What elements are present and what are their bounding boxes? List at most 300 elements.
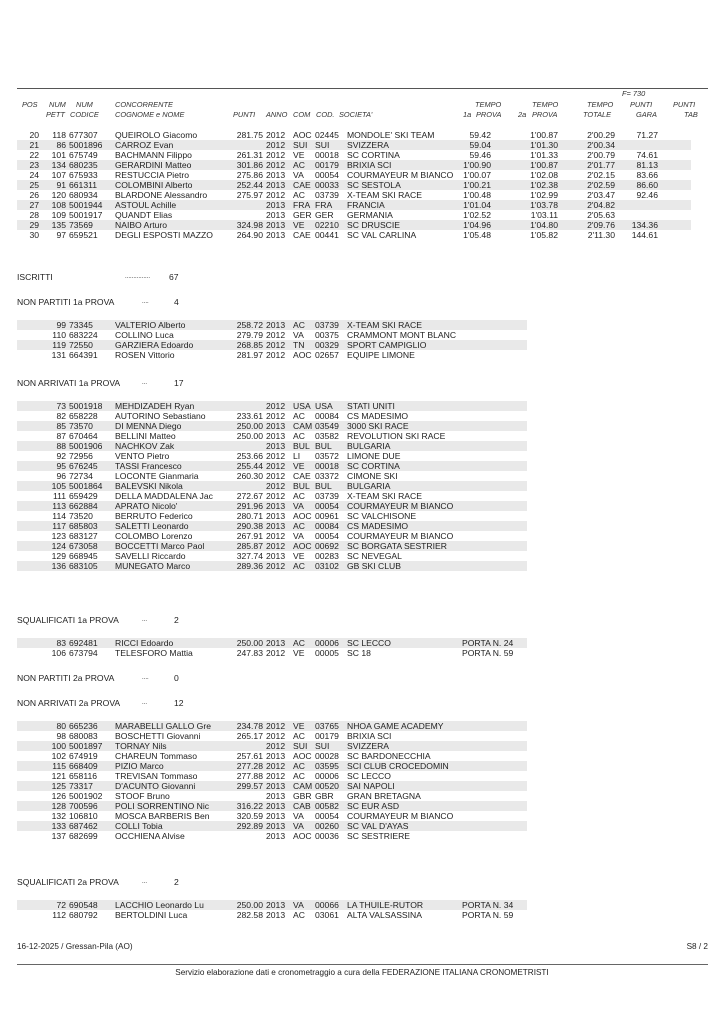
athlete-code: 680792 — [69, 910, 98, 920]
run1-time: 1'00.90 — [463, 160, 491, 170]
birth-year: 2013 — [266, 781, 286, 791]
birth-year: 2013 — [266, 220, 286, 230]
club-code: FRA — [315, 200, 333, 210]
birth-year: 2012 — [266, 401, 286, 411]
section-row — [17, 638, 527, 648]
bib-number: 123 — [51, 531, 66, 541]
athlete-name: PIZIO Marco — [115, 761, 164, 771]
athlete-code: 658116 — [69, 771, 98, 781]
athlete-code: 5001944 — [69, 200, 103, 210]
col-tempo-totale-bottom: TOTALE — [583, 110, 612, 119]
points: 275.97 — [236, 190, 263, 200]
section-row — [17, 731, 527, 741]
club-code: GBR — [315, 791, 334, 801]
points: 257.61 — [236, 751, 263, 761]
club-name: COURMAYEUR M BIANCO — [347, 170, 454, 180]
total-time: 2'09.76 — [587, 220, 615, 230]
col-tempo-totale-top: TEMPO — [587, 100, 614, 109]
birth-year: 2012 — [266, 190, 286, 200]
athlete-name: NACHKOV Zak — [115, 441, 175, 451]
bib-number: 80 — [56, 721, 66, 731]
club-code: 00441 — [315, 230, 339, 240]
club-code: 02210 — [315, 220, 339, 230]
club-name: SC VALCHISONE — [347, 511, 417, 521]
committee: BUL — [293, 441, 310, 451]
birth-year: 2012 — [266, 771, 286, 781]
birth-year: 2013 — [266, 501, 286, 511]
total-time: 2'04.82 — [587, 200, 615, 210]
committee: VA — [293, 531, 304, 541]
club-code: 00054 — [315, 501, 339, 511]
race-points: 134.36 — [631, 220, 658, 230]
athlete-code: 685803 — [69, 521, 98, 531]
section-label: NON ARRIVATI 1a PROVA — [17, 378, 121, 388]
total-time: 2'03.47 — [587, 190, 615, 200]
section-dots: ... — [142, 700, 148, 706]
section-row — [17, 511, 527, 521]
result-row — [17, 190, 691, 200]
section-row — [17, 330, 527, 340]
iscritti-label: ISCRITTI — [17, 272, 53, 282]
club-name: GRAN BRETAGNA — [347, 791, 421, 801]
athlete-name: DELLA MADDALENA Jac — [115, 491, 213, 501]
club-name: SPORT CAMPIGLIO — [347, 340, 427, 350]
race-points: 86.60 — [636, 180, 658, 190]
birth-year: 2012 — [266, 531, 286, 541]
points: 324.98 — [236, 220, 263, 230]
bib-number: 135 — [51, 220, 66, 230]
club-name: SC 18 — [347, 648, 371, 658]
club-code: 02657 — [315, 350, 339, 360]
club-code: 03102 — [315, 561, 339, 571]
bib-number: 136 — [51, 561, 66, 571]
bib-number: 82 — [56, 411, 66, 421]
birth-year: 2012 — [266, 491, 286, 501]
athlete-name: VENTO Pietro — [115, 451, 170, 461]
bib-number: 111 — [52, 491, 66, 501]
section-row — [17, 320, 527, 330]
bib-number: 91 — [56, 180, 66, 190]
committee: AC — [293, 910, 305, 920]
club-code: 00582 — [315, 801, 339, 811]
club-name: SC EUR ASD — [347, 801, 400, 811]
birth-year: 2012 — [266, 731, 286, 741]
points: 253.66 — [236, 451, 263, 461]
birth-year: 2013 — [266, 210, 286, 220]
bib-number: 97 — [56, 230, 66, 240]
athlete-code: 690548 — [69, 900, 98, 910]
club-code: 00084 — [315, 521, 339, 531]
athlete-name: APRATO Nicolo' — [115, 501, 178, 511]
club-code: 00520 — [315, 781, 339, 791]
athlete-code: 687462 — [69, 821, 98, 831]
club-name: SC BARDONECCHIA — [347, 751, 431, 761]
committee: CAM — [293, 781, 313, 791]
club-code: 00329 — [315, 340, 339, 350]
birth-year: 2012 — [266, 461, 286, 471]
bib-number: 119 — [52, 340, 66, 350]
club-name: GB SKI CLUB — [347, 561, 401, 571]
committee: VA — [293, 811, 304, 821]
col-tempo1-bottom: PROVA — [476, 110, 502, 119]
section-row — [17, 350, 527, 360]
bib-number: 72 — [56, 900, 66, 910]
col-punti-tab-top: PUNTI — [673, 100, 696, 109]
section-row — [17, 821, 527, 831]
col-punti-gara-bottom: GARA — [636, 110, 657, 119]
bib-number: 133 — [51, 821, 66, 831]
run2-time: 1'00.87 — [530, 130, 558, 140]
committee: FRA — [293, 200, 311, 210]
points: 250.00 — [236, 421, 263, 431]
athlete-code: 662884 — [69, 501, 98, 511]
club-code: 00054 — [315, 811, 339, 821]
athlete-code: 665236 — [69, 721, 98, 731]
club-name: MONDOLE' SKI TEAM — [347, 130, 435, 140]
club-code: 03572 — [315, 451, 339, 461]
run1-time: 1'05.48 — [463, 230, 491, 240]
bib-number: 105 — [51, 481, 66, 491]
section-row — [17, 471, 527, 481]
club-code: 00692 — [315, 541, 339, 551]
position: 30 — [29, 230, 39, 240]
run2-time: 1'05.82 — [530, 230, 558, 240]
committee: AC — [293, 521, 305, 531]
col-tempo1-pre: 1a — [463, 110, 472, 119]
club-code: 03739 — [315, 190, 339, 200]
club-name: SC BORGATA SESTRIER — [347, 541, 447, 551]
athlete-code: 661311 — [69, 180, 98, 190]
club-name: 3000 SKI RACE — [347, 421, 409, 431]
birth-year: 2012 — [266, 481, 286, 491]
athlete-name: TREVISAN Tommaso — [115, 771, 198, 781]
position: 26 — [29, 190, 39, 200]
section-row — [17, 801, 527, 811]
result-row — [17, 220, 691, 230]
birth-year: 2013 — [266, 831, 286, 841]
position: 27 — [29, 200, 39, 210]
athlete-name: OCCHIENA Alvise — [115, 831, 185, 841]
birth-year: 2012 — [266, 350, 286, 360]
birth-year: 2013 — [266, 230, 286, 240]
club-code: 03595 — [315, 761, 339, 771]
total-time: 2'02.59 — [587, 180, 615, 190]
run1-time: 59.42 — [469, 130, 491, 140]
run2-time: 1'02.99 — [530, 190, 558, 200]
club-name: SCI CLUB CROCEDOMIN — [347, 761, 449, 771]
athlete-code: 680934 — [69, 190, 98, 200]
athlete-code: 72956 — [69, 451, 93, 461]
athlete-name: CHAREUN Tommaso — [115, 751, 197, 761]
birth-year: 2013 — [266, 511, 286, 521]
run1-time: 59.04 — [469, 140, 491, 150]
birth-year: 2013 — [266, 441, 286, 451]
club-name: SVIZZERA — [347, 741, 390, 751]
bib-number: 131 — [51, 350, 66, 360]
athlete-code: 5001864 — [69, 481, 103, 491]
athlete-name: D'ACUNTO Giovanni — [115, 781, 196, 791]
bib-number: 100 — [51, 741, 66, 751]
result-row — [17, 130, 691, 140]
col-anno: ANNO — [266, 110, 288, 119]
total-time: 2'00.29 — [587, 130, 615, 140]
run2-time: 1'01.30 — [530, 140, 558, 150]
committee: AC — [293, 561, 305, 571]
bib-number: 98 — [56, 731, 66, 741]
bib-number: 101 — [51, 150, 66, 160]
athlete-name: RICCI Edoardo — [115, 638, 174, 648]
athlete-code: 680235 — [69, 160, 98, 170]
position: 23 — [29, 160, 39, 170]
footer-credit: Servizio elaborazione dati e cronometraggio a cura della FEDERAZIONE ITALIANA CRONOMETRISTI — [175, 968, 549, 977]
club-code: 00036 — [315, 831, 339, 841]
club-code: USA — [315, 401, 333, 411]
athlete-name: BERRUTO Federico — [115, 511, 193, 521]
committee: BUL — [293, 481, 310, 491]
club-name: FRANCIA — [347, 200, 385, 210]
club-code: 00961 — [315, 511, 339, 521]
bib-number: 128 — [51, 801, 66, 811]
committee: AC — [293, 491, 305, 501]
bib-number: 106 — [51, 648, 66, 658]
result-row — [17, 140, 691, 150]
section-row — [17, 521, 527, 531]
disqualification-note: PORTA N. 24 — [462, 638, 514, 648]
club-name: BRIXIA SCI — [347, 160, 392, 170]
race-points: 83.66 — [636, 170, 658, 180]
athlete-name: SALETTI Leonardo — [115, 521, 189, 531]
position: 20 — [29, 130, 39, 140]
committee: AC — [293, 411, 305, 421]
club-name: ALTA VALSASSINA — [347, 910, 422, 920]
club-name: LIMONE DUE — [347, 451, 401, 461]
club-name: SC SESTRIERE — [347, 831, 411, 841]
athlete-name: ROSEN Vittorio — [115, 350, 175, 360]
athlete-code: 673794 — [69, 648, 98, 658]
club-code: 02445 — [315, 130, 339, 140]
athlete-name: BERTOLDINI Luca — [115, 910, 188, 920]
committee: AOC — [293, 130, 312, 140]
section-row — [17, 411, 527, 421]
birth-year: 2013 — [266, 200, 286, 210]
committee: VA — [293, 900, 304, 910]
committee: AC — [293, 431, 305, 441]
points: 255.44 — [236, 461, 263, 471]
athlete-code: 5001918 — [69, 401, 103, 411]
points: 281.97 — [236, 350, 263, 360]
run2-time: 1'00.87 — [530, 160, 558, 170]
committee: GBR — [293, 791, 312, 801]
section-row — [17, 900, 527, 910]
club-code: 00054 — [315, 531, 339, 541]
birth-year: 2012 — [266, 330, 286, 340]
birth-year: 2012 — [266, 648, 286, 658]
club-code: 00054 — [315, 170, 339, 180]
athlete-name: MARABELLI GALLO Gre — [115, 721, 211, 731]
athlete-name: BOSCHETTI Giovanni — [115, 731, 201, 741]
club-name: CS MADESIMO — [347, 521, 409, 531]
section-label: SQUALIFICATI 1a PROVA — [17, 615, 119, 625]
total-time: 2'00.34 — [587, 140, 615, 150]
club-name: SVIZZERA — [347, 140, 390, 150]
club-name: SC NEVEGAL — [347, 551, 402, 561]
birth-year: 2012 — [266, 471, 286, 481]
athlete-name: COLLINO Luca — [115, 330, 174, 340]
result-row — [17, 160, 691, 170]
section-dots: ... — [142, 879, 148, 885]
section-dots: ... — [142, 380, 148, 386]
club-code: 03739 — [315, 491, 339, 501]
disqualification-note: PORTA N. 34 — [462, 900, 514, 910]
bib-number: 107 — [51, 170, 66, 180]
race-points: 92.46 — [636, 190, 658, 200]
disqualification-note: PORTA N. 59 — [462, 648, 514, 658]
run2-time: 1'03.78 — [530, 200, 558, 210]
bib-number: 87 — [56, 431, 66, 441]
athlete-name: MEHDIZADEH Ryan — [115, 401, 195, 411]
section-row — [17, 401, 527, 411]
birth-year: 2013 — [266, 431, 286, 441]
club-code: 00179 — [315, 731, 339, 741]
athlete-name: TORNAY Nils — [115, 741, 167, 751]
section-row — [17, 431, 527, 441]
result-row — [17, 170, 691, 180]
club-code: 03582 — [315, 431, 339, 441]
points: 290.38 — [236, 521, 263, 531]
athlete-code: 5001917 — [69, 210, 103, 220]
total-time: 2'01.77 — [587, 160, 615, 170]
club-code: 03739 — [315, 320, 339, 330]
points: 279.79 — [236, 330, 263, 340]
points: 277.28 — [236, 761, 263, 771]
club-name: SC VAL D'AYAS — [347, 821, 409, 831]
points: 260.30 — [236, 471, 263, 481]
club-code: 00018 — [315, 150, 339, 160]
club-name: COURMAYEUR M BIANCO — [347, 501, 454, 511]
club-code: 03549 — [315, 421, 339, 431]
bib-number: 73 — [56, 401, 66, 411]
run2-time: 1'02.38 — [530, 180, 558, 190]
position: 24 — [29, 170, 39, 180]
result-row — [17, 180, 691, 190]
result-row — [17, 200, 691, 210]
birth-year: 2013 — [266, 821, 286, 831]
section-label: NON PARTITI 2a PROVA — [17, 673, 115, 683]
bib-number: 125 — [51, 781, 66, 791]
col-tempo2-top: TEMPO — [532, 100, 559, 109]
club-name: LA THUILE-RUTOR — [347, 900, 424, 910]
athlete-name: LACCHIO Leonardo Lu — [115, 900, 204, 910]
birth-year: 2012 — [266, 541, 286, 551]
section-count: 12 — [174, 698, 184, 708]
section-label: NON ARRIVATI 2a PROVA — [17, 698, 121, 708]
section-row — [17, 781, 527, 791]
points: 289.36 — [236, 561, 263, 571]
bib-number: 92 — [56, 451, 66, 461]
birth-year: 2013 — [266, 638, 286, 648]
race-points: 81.13 — [636, 160, 658, 170]
club-code: GER — [315, 210, 334, 220]
section-heading — [17, 673, 237, 684]
club-code: 00260 — [315, 821, 339, 831]
club-code: BUL — [315, 481, 332, 491]
athlete-name: BOCCETTI Marco Paol — [115, 541, 205, 551]
section-count: 17 — [174, 378, 184, 388]
club-name: GERMANIA — [347, 210, 393, 220]
section-row — [17, 501, 527, 511]
club-name: X-TEAM SKI RACE — [347, 320, 422, 330]
bib-number: 115 — [52, 761, 66, 771]
committee: VA — [293, 330, 304, 340]
birth-year: 2013 — [266, 811, 286, 821]
section-row — [17, 648, 527, 658]
points: 234.78 — [236, 721, 263, 731]
result-row — [17, 150, 691, 160]
athlete-name: GARZIERA Edoardo — [115, 340, 194, 350]
committee: VE — [293, 150, 305, 160]
points: 320.59 — [236, 811, 263, 821]
section-row — [17, 761, 527, 771]
club-code: 00006 — [315, 638, 339, 648]
club-code: SUI — [315, 140, 330, 150]
bib-number: 114 — [52, 511, 66, 521]
committee: VE — [293, 721, 305, 731]
birth-year: 2012 — [266, 160, 286, 170]
section-count: 2 — [174, 615, 179, 625]
points: 250.00 — [236, 431, 263, 441]
athlete-name: LOCONTE Gianmaria — [115, 471, 199, 481]
club-name: EQUIPE LIMONE — [347, 350, 415, 360]
bib-number: 118 — [52, 130, 66, 140]
section-row — [17, 551, 527, 561]
athlete-code: 659429 — [69, 491, 98, 501]
section-row — [17, 441, 527, 451]
section-row — [17, 721, 527, 731]
athlete-name: NAIBO Arturo — [115, 220, 168, 230]
athlete-code: 73317 — [69, 781, 93, 791]
athlete-name: DEGLI ESPOSTI MAZZO — [115, 230, 213, 240]
bib-number: 102 — [51, 751, 66, 761]
total-time: 2'11.30 — [587, 230, 615, 240]
committee: SUI — [293, 741, 308, 751]
committee: VA — [293, 821, 304, 831]
athlete-code: 658228 — [69, 411, 98, 421]
section-heading — [17, 378, 237, 389]
club-name: SC SESTOLA — [347, 180, 401, 190]
committee: VA — [293, 170, 304, 180]
points: 316.22 — [236, 801, 263, 811]
points: 268.85 — [236, 340, 263, 350]
section-row — [17, 451, 527, 461]
run1-time: 59.46 — [469, 150, 491, 160]
club-name: SC LECCO — [347, 771, 391, 781]
birth-year: 2013 — [266, 551, 286, 561]
birth-year: 2013 — [266, 910, 286, 920]
birth-year: 2012 — [266, 561, 286, 571]
birth-year: 2012 — [266, 451, 286, 461]
points: 267.91 — [236, 531, 263, 541]
athlete-code: 692481 — [69, 638, 98, 648]
birth-year: 2012 — [266, 411, 286, 421]
athlete-code: 700596 — [69, 801, 98, 811]
athlete-name: POLI SORRENTINO Nic — [115, 801, 210, 811]
committee: AC — [293, 638, 305, 648]
athlete-code: 682699 — [69, 831, 98, 841]
col-pos: POS — [22, 100, 38, 109]
col-codice: CODICE — [70, 110, 99, 119]
athlete-name: COLOMBINI Alberto — [115, 180, 193, 190]
section-row — [17, 831, 527, 841]
